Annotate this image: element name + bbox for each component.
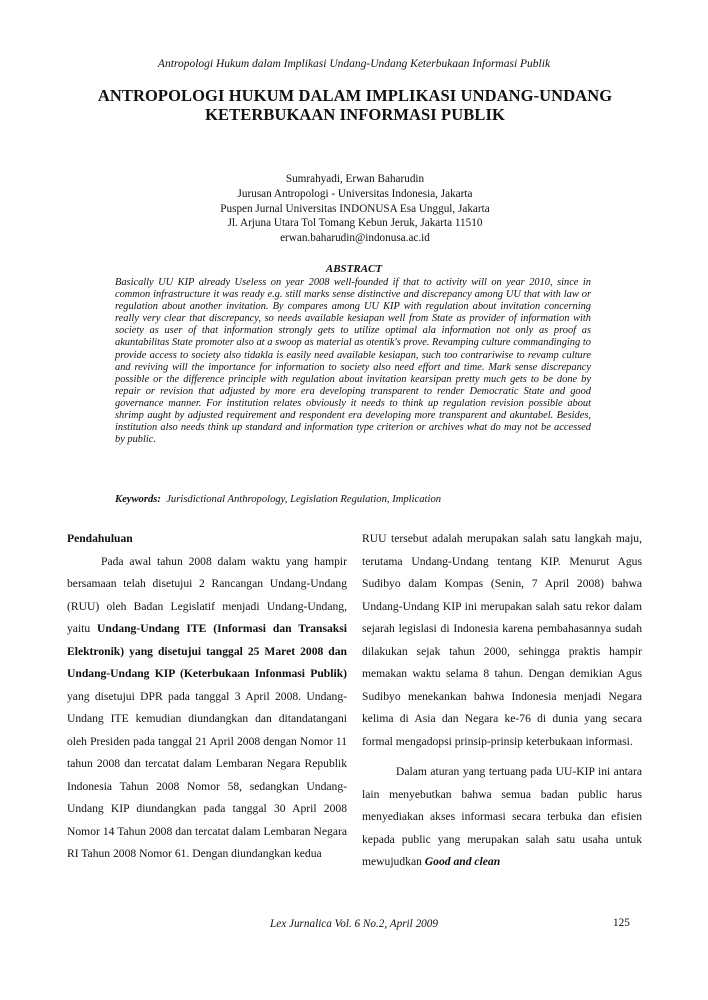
abstract-text: Basically UU KIP already Useless on year 2008 well-founded if that to activity will on year 2010, since in common infrastructure it was ready e.g. still marks sense distinctive and discrepancy among UU that with law or regulation about another invitation. By compares among UU KIP with regulation about invitation concerning really very clear that discrepancy, so needs available kesiapan well from State as provider of information with society as user of that information strongly gets to utilize optimal ala information not only as proof as akuntabilitas State promoter also at a swoop as material as otentik's prove. Revamping culture commandinging to provide access to society also tidakla is easily need available kesiapan, such too contrariwise to revamp culture and reviving will the importance for information to society also need effort and time. Mark sense discrepancy possible or the difference principle with regulation about invitation kearsipan pretty much gets to be done by repair or revision that adjusted by more era developing transparent to render Democratic State and good governance manner. For institution relates obviously it needs to think up regulation revision possible about shrimp aught by adjusted requirement and respondent era developing more transparent and akuntabel. Besides, institution also needs think up standard and information type criterion or archives what do may not be accessed by public. xyxy=(115,277,591,446)
keywords xyxy=(115,494,595,505)
abstract-heading: ABSTRACT xyxy=(325,263,383,275)
author-affiliation-1: Jurusan Antropologi - Universitas Indonesia, Jakarta xyxy=(237,187,473,200)
keywords-text: Jurisdictional Anthropology, Legislation Regulation, Implication xyxy=(166,494,442,505)
journal-footer: Lex Jurnalica Vol. 6 No.2, April 2009 xyxy=(270,918,438,930)
left-column xyxy=(67,528,347,866)
right-paragraph-2 xyxy=(362,761,642,874)
intro-text-b: yang disetujui DPR pada tanggal 3 April 2008. Undang-Undang ITE kemudian diundangkan dan ditandatangani oleh Presiden pada tanggal 21 April 2008 dengan Nomor 11 tahun 2008 dan tercatat dalam Lembaran Negara Republik Indonesia Tahun 2008 Nomor 58, sedangkan Undang-Undang KIP diundangkan pada tanggal 30 April 2008 Nomor 14 Tahun 2008 dan tercatat dalam Lembaran Negara RI Tahun 2008 Nomor 61. Dengan diundangkan kedua xyxy=(67,689,347,860)
right-text-a: Dalam aturan yang tertuang pada UU-KIP ini antara lain menyebutkan bahwa semua badan public harus menyediakan akses informasi secara terbuka dan efisien kepada public yang merupakan salah satu usaha untuk mewujudkan xyxy=(362,765,642,868)
author-names: Sumrahyadi, Erwan Baharudin xyxy=(285,173,425,185)
running-head: Antropologi Hukum dalam Implikasi Undang-Undang Keterbukaan Informasi Publik xyxy=(157,58,551,70)
intro-paragraph-1 xyxy=(67,551,347,866)
intro-text-a: Pada awal tahun 2008 dalam waktu yang hampir bersamaan telah disetujui 2 Rancangan Undang-Undang (RUU) oleh Badan Legislatif menjadi Undang-Undang, yaitu xyxy=(67,554,347,635)
author-email[interactable]: erwan.baharudin@indonusa.ac.id xyxy=(280,232,430,245)
section-heading: Pendahuluan xyxy=(67,532,133,545)
right-paragraph-1: RUU tersebut adalah merupakan salah satu langkah maju, terutama Undang-Undang tentang KIP. Menurut Agus Sudibyo dalam Kompas (Senin, 7 April 2008) bahwa Undang-Undang KIP ini merupakan salah satu rekor dalam sejarah legislasi di Indonesia karena pembahasannya sudah dilakukan sejak tahun 2000, sehingga praktis hampir memakan waktu selama 8 tahun. Dengan demikian Agus Sudibyo menekankan bahwa Indonesia menjadi Negara kelima di Asia dan Negara ke-76 di dunia yang secara formal mengadopsi prinsip-prinsip keterbukaan informasi. xyxy=(362,532,642,748)
title-line-2: KETERBUKAAN INFORMASI PUBLIK xyxy=(205,105,505,124)
right-column xyxy=(362,528,642,874)
page-number: 125 xyxy=(613,917,630,929)
author-address: Jl. Arjuna Utara Tol Tomang Kebun Jeruk, Jakarta 11510 xyxy=(227,217,483,230)
keywords-label: Keywords: xyxy=(115,494,161,505)
article-title xyxy=(60,86,650,124)
right-text-bold-italic: Good and clean xyxy=(424,855,501,868)
intro-text-bold: Undang-Undang ITE (Informasi dan Transaksi Elektronik) yang disetujui tanggal 25 Maret 2008 dan Undang-Undang KIP (Keterbukaan Infonmasi Publik) xyxy=(67,622,347,680)
author-affiliation-2: Puspen Jurnal Universitas INDONUSA Esa Unggul, Jakarta xyxy=(220,202,490,215)
title-line-1: ANTROPOLOGI HUKUM DALAM IMPLIKASI UNDANG-UNDANG xyxy=(97,86,613,105)
author-block xyxy=(110,172,600,246)
